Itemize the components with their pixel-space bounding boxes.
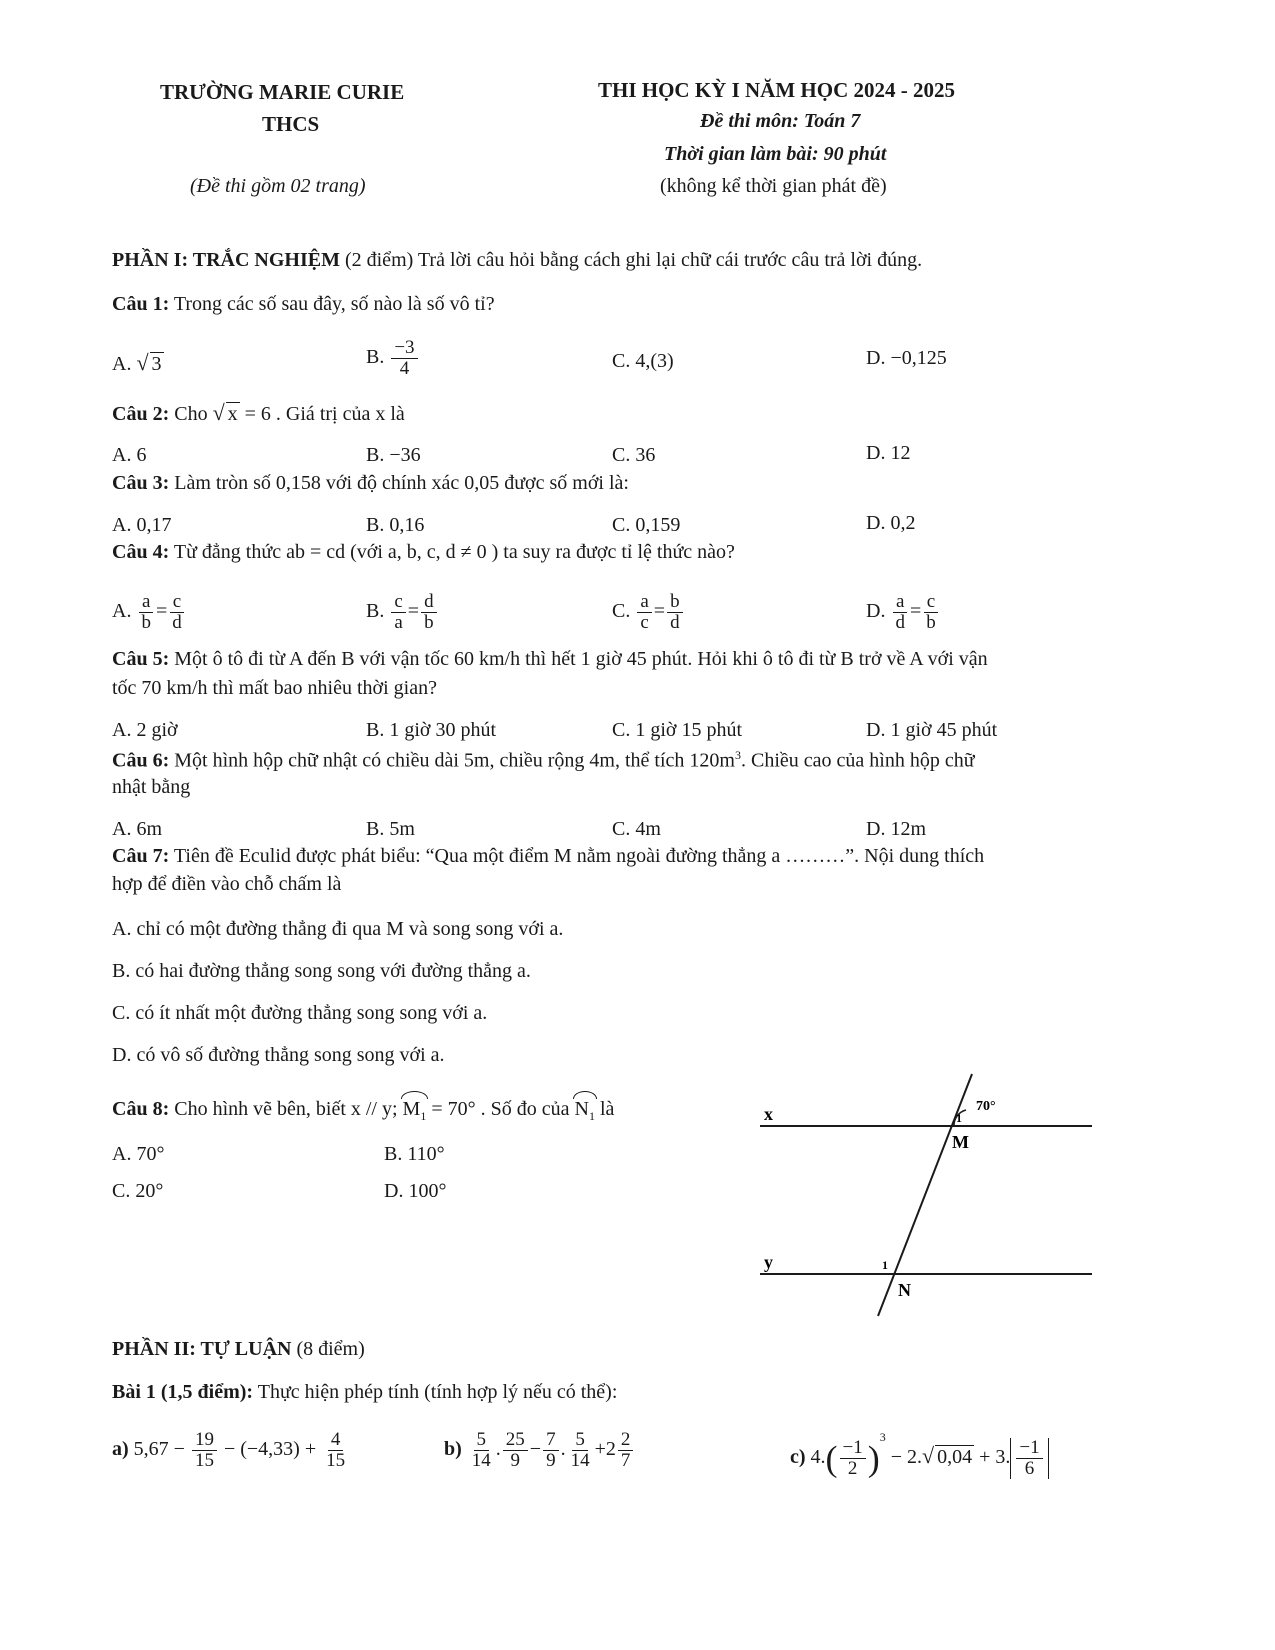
numerator: a [637, 592, 651, 613]
q4-b-prefix: B. [366, 600, 385, 623]
fraction [391, 592, 405, 633]
q2-option-b: B. −36 [366, 444, 421, 466]
part2-title: PHẦN II: TỰ LUẬN [112, 1338, 292, 1360]
q1-b-num: −3 [391, 338, 417, 359]
q5-text-1: Một ô tô đi từ A đến B với vận tốc 60 km/h thì hết 1 giờ 45 phút. Hỏi khi ô tô đi từ B trở về A với vận [174, 648, 988, 670]
q5-text-2: tốc 70 km/h thì mất bao nhiêu thời gian? [112, 677, 437, 699]
numerator: b [667, 592, 683, 613]
q6-exponent: 3 [734, 748, 741, 762]
bai1-label: Bài 1 (1,5 điểm): [112, 1381, 254, 1403]
denominator: 14 [570, 1449, 590, 1471]
q6-option-d: D. 12m [866, 818, 926, 840]
equals: = [653, 600, 666, 623]
numerator: a [893, 592, 907, 613]
denominator: b [424, 611, 434, 633]
figure-x-label: x [764, 1104, 773, 1124]
angle-n-letter: N [574, 1098, 589, 1120]
q4-label: Câu 4: [112, 541, 170, 563]
q1-option-b [366, 338, 420, 379]
denominator: 9 [546, 1449, 556, 1471]
q7-option-d: D. có vô số đường thẳng song song với a. [112, 1044, 445, 1066]
q8-option-b: B. 110° [384, 1143, 445, 1165]
denominator: d [172, 611, 182, 633]
q4-c-prefix: C. [612, 600, 631, 623]
q8-option-a: A. 70° [112, 1143, 165, 1165]
expr-text: + 3. [979, 1446, 1011, 1468]
q4-text: Từ đẳng thức ab = cd (với a, b, c, d ≠ 0 ) ta suy ra được tỉ lệ thức nào? [173, 541, 735, 563]
q3-option-c: C. 0,159 [612, 514, 681, 536]
question-8 [112, 1098, 614, 1124]
q8-label: Câu 8: [112, 1098, 170, 1120]
numerator: d [421, 592, 437, 613]
q1-text: Trong các số sau đây, số nào là số vô tỉ? [173, 293, 495, 315]
sqrt-symbol: √ [136, 350, 149, 375]
bai1-part-a [112, 1430, 350, 1471]
question-4 [112, 541, 735, 564]
q6-volume: 120m [689, 749, 735, 772]
q5-label: Câu 5: [112, 648, 170, 670]
fraction [637, 592, 651, 633]
bai1-c-label: c) [790, 1446, 806, 1468]
question-1 [112, 293, 495, 316]
numerator: c [924, 592, 938, 613]
fraction [667, 592, 683, 633]
q1-option-d: D. −0,125 [866, 347, 947, 369]
figure-m-label: M [952, 1132, 969, 1152]
q8-text-after: là [599, 1098, 615, 1120]
q4-option-d [866, 592, 941, 633]
denominator: 7 [620, 1449, 631, 1471]
angle-m-sub: 1 [420, 1109, 427, 1123]
fraction [840, 1438, 866, 1479]
q2-label: Câu 2: [112, 403, 170, 425]
paren-open: ( [825, 1438, 838, 1479]
equals: = [909, 600, 922, 623]
question-6 [112, 748, 975, 773]
q6-option-a: A. 6m [112, 818, 162, 840]
denominator: d [895, 611, 905, 633]
q1-option-a [112, 350, 164, 376]
bai1-heading [112, 1381, 617, 1404]
part1-title: PHẦN I: TRẮC NGHIỆM [112, 249, 340, 271]
expr-text: 5,67 − [133, 1438, 185, 1461]
numerator: 4 [328, 1430, 344, 1451]
q2-option-c: C. 36 [612, 444, 656, 466]
figure-n-one: 1 [882, 1258, 888, 1272]
equals: = [407, 600, 420, 623]
q5-option-a: A. 2 giờ [112, 719, 178, 741]
part1-heading [112, 249, 922, 272]
denominator: 9 [510, 1449, 521, 1471]
question-3 [112, 472, 629, 495]
question-2 [112, 400, 405, 426]
q4-option-c [612, 592, 685, 633]
q8-text-mid: = 70° . Số đo của [431, 1098, 570, 1120]
bai1-part-c [790, 1430, 1049, 1479]
q2-option-a: A. 6 [112, 444, 147, 466]
fraction [169, 592, 185, 633]
q6-label: Câu 6: [112, 749, 170, 772]
denominator: 14 [471, 1449, 491, 1471]
q7-option-c: C. có ít nhất một đường thẳng song song với a. [112, 1002, 488, 1024]
q4-d-prefix: D. [866, 600, 886, 623]
school-type: THCS [262, 112, 320, 136]
q3-label: Câu 3: [112, 472, 170, 494]
q1-a-radicand: 3 [151, 353, 162, 375]
q7-label: Câu 7: [112, 845, 170, 867]
q2-radicand: x [227, 403, 238, 425]
bai1-text: Thực hiện phép tính (tính hợp lý nếu có thể): [257, 1381, 618, 1403]
denominator: 15 [194, 1449, 214, 1471]
parallel-lines-figure [740, 1060, 1110, 1320]
numerator: 5 [474, 1430, 490, 1451]
figure-angle-label: 70° [976, 1099, 996, 1114]
q3-option-a: A. 0,17 [112, 514, 172, 536]
fraction [503, 1430, 528, 1471]
q6-text-1b: . Chiều cao của hình hộp chữ [740, 749, 975, 772]
numerator: −1 [840, 1438, 866, 1459]
numerator: −1 [1016, 1438, 1042, 1459]
fraction [568, 1430, 593, 1471]
numerator: 19 [192, 1430, 217, 1451]
exam-subject: Đề thi môn: Toán 7 [700, 110, 861, 132]
denominator: 15 [326, 1449, 346, 1471]
denominator: 2 [847, 1457, 858, 1479]
denominator: b [926, 611, 936, 633]
q2-text-after: = 6 . Giá trị của x là [244, 403, 405, 425]
exponent: 3 [879, 1430, 886, 1444]
part2-heading [112, 1338, 365, 1361]
q5-option-c: C. 1 giờ 15 phút [612, 719, 743, 741]
q4-a-prefix: A. [112, 600, 132, 623]
denominator: d [670, 611, 680, 633]
figure-y-label: y [764, 1252, 773, 1272]
q8-option-c: C. 20° [112, 1180, 164, 1202]
exam-duration: Thời gian làm bài: 90 phút [664, 143, 887, 165]
part2-points: (8 điểm) [296, 1338, 365, 1360]
numerator: 7 [543, 1430, 559, 1451]
q2-text-before: Cho [174, 403, 208, 425]
radicand: 0,04 [937, 1446, 973, 1468]
angle-n-sub: 1 [588, 1109, 595, 1123]
figure-n-label: N [898, 1280, 911, 1300]
sqrt-symbol: √ [922, 1443, 935, 1468]
q7-text-2: hợp để điền vào chỗ chấm là [112, 873, 342, 895]
q1-label: Câu 1: [112, 293, 170, 315]
angle-m-letter: M [402, 1098, 421, 1120]
fraction [469, 1430, 494, 1471]
sqrt-symbol: √ [212, 400, 225, 425]
q6-option-c: C. 4m [612, 818, 661, 840]
q3-option-b: B. 0,16 [366, 514, 425, 536]
expr-text: − (−4,33) + [223, 1438, 317, 1461]
numerator: 5 [572, 1430, 588, 1451]
q2-option-d: D. 12 [866, 442, 911, 464]
q1-a-prefix: A. [112, 353, 132, 375]
q8-option-d: D. 100° [384, 1180, 447, 1202]
question-7 [112, 845, 984, 868]
fraction [138, 592, 154, 633]
q6-option-b: B. 5m [366, 818, 415, 840]
question-5 [112, 648, 988, 671]
q7-option-b: B. có hai đường thẳng song song với đường thẳng a. [112, 960, 531, 982]
q3-text: Làm tròn số 0,158 với độ chính xác 0,05 được số mới là: [174, 472, 629, 494]
fraction [892, 592, 908, 633]
q7-text-1: Tiên đề Eculid được phát biểu: “Qua một điểm M nằm ngoài đường thẳng a ………”. Nội dung thích [173, 845, 985, 867]
q7-option-a: A. chỉ có một đường thẳng đi qua M và song song với a. [112, 918, 564, 940]
numerator: c [170, 592, 184, 613]
q5-option-d: D. 1 giờ 45 phút [866, 719, 998, 741]
paren-close: ) [867, 1438, 880, 1479]
denominator: 6 [1024, 1457, 1035, 1479]
denominator: c [640, 611, 649, 633]
fraction [923, 592, 939, 633]
q4-option-a [112, 592, 187, 633]
expr-text: − 2. [890, 1446, 923, 1468]
school-name: TRƯỜNG MARIE CURIE [160, 80, 405, 104]
fraction [1016, 1438, 1042, 1479]
angle-n1 [575, 1098, 595, 1124]
fraction [543, 1430, 559, 1471]
q1-option-c: C. 4,(3) [612, 350, 674, 372]
absolute-value [1010, 1438, 1048, 1479]
denominator: a [394, 611, 403, 633]
q8-text-before: Cho hình vẽ bên, biết x // y; [174, 1098, 398, 1120]
pages-note: (Đề thi gồm 02 trang) [190, 175, 366, 197]
fraction [421, 592, 437, 633]
q3-option-d: D. 0,2 [866, 512, 916, 534]
part1-instruction: (2 điểm) Trả lời câu hỏi bằng cách ghi lại chữ cái trước câu trả lời đúng. [344, 249, 923, 271]
numerator: 2 [618, 1430, 634, 1451]
expr-text: 4. [810, 1446, 826, 1468]
fraction [192, 1430, 217, 1471]
bai1-b-label: b) [444, 1438, 462, 1461]
q1-b-den: 4 [399, 357, 410, 379]
figure-m-one: 1 [956, 1111, 962, 1125]
q1-b-fraction [391, 338, 417, 379]
q5-option-b: B. 1 giờ 30 phút [366, 719, 497, 741]
angle-m1 [403, 1098, 427, 1124]
q1-b-prefix: B. [366, 346, 385, 369]
duration-note: (không kể thời gian phát đề) [660, 175, 887, 197]
q6-text-1a: Một hình hộp chữ nhật có chiều dài 5m, chiều rộng 4m, thể tích [174, 749, 685, 772]
exam-title: THI HỌC KỲ I NĂM HỌC 2024 - 2025 [598, 78, 955, 102]
bai1-a-label: a) [112, 1438, 129, 1461]
numerator: c [391, 592, 405, 613]
q6-text-2: nhật bằng [112, 776, 191, 798]
numerator: a [139, 592, 153, 613]
bai1-part-b: b) $\frac{5}{14}$ . $\frac{25}{9}$ − $\frac{7}{9}$ . $\frac{5}{14}$ +2 $\frac{2}{7}$ [444, 1430, 635, 1471]
fraction [323, 1430, 348, 1471]
q4-option-b [366, 592, 439, 633]
denominator: b [141, 611, 151, 633]
equals: = [155, 600, 168, 623]
numerator: 25 [503, 1430, 528, 1451]
fraction [618, 1430, 634, 1471]
mixed-whole: 2 [605, 1438, 616, 1461]
